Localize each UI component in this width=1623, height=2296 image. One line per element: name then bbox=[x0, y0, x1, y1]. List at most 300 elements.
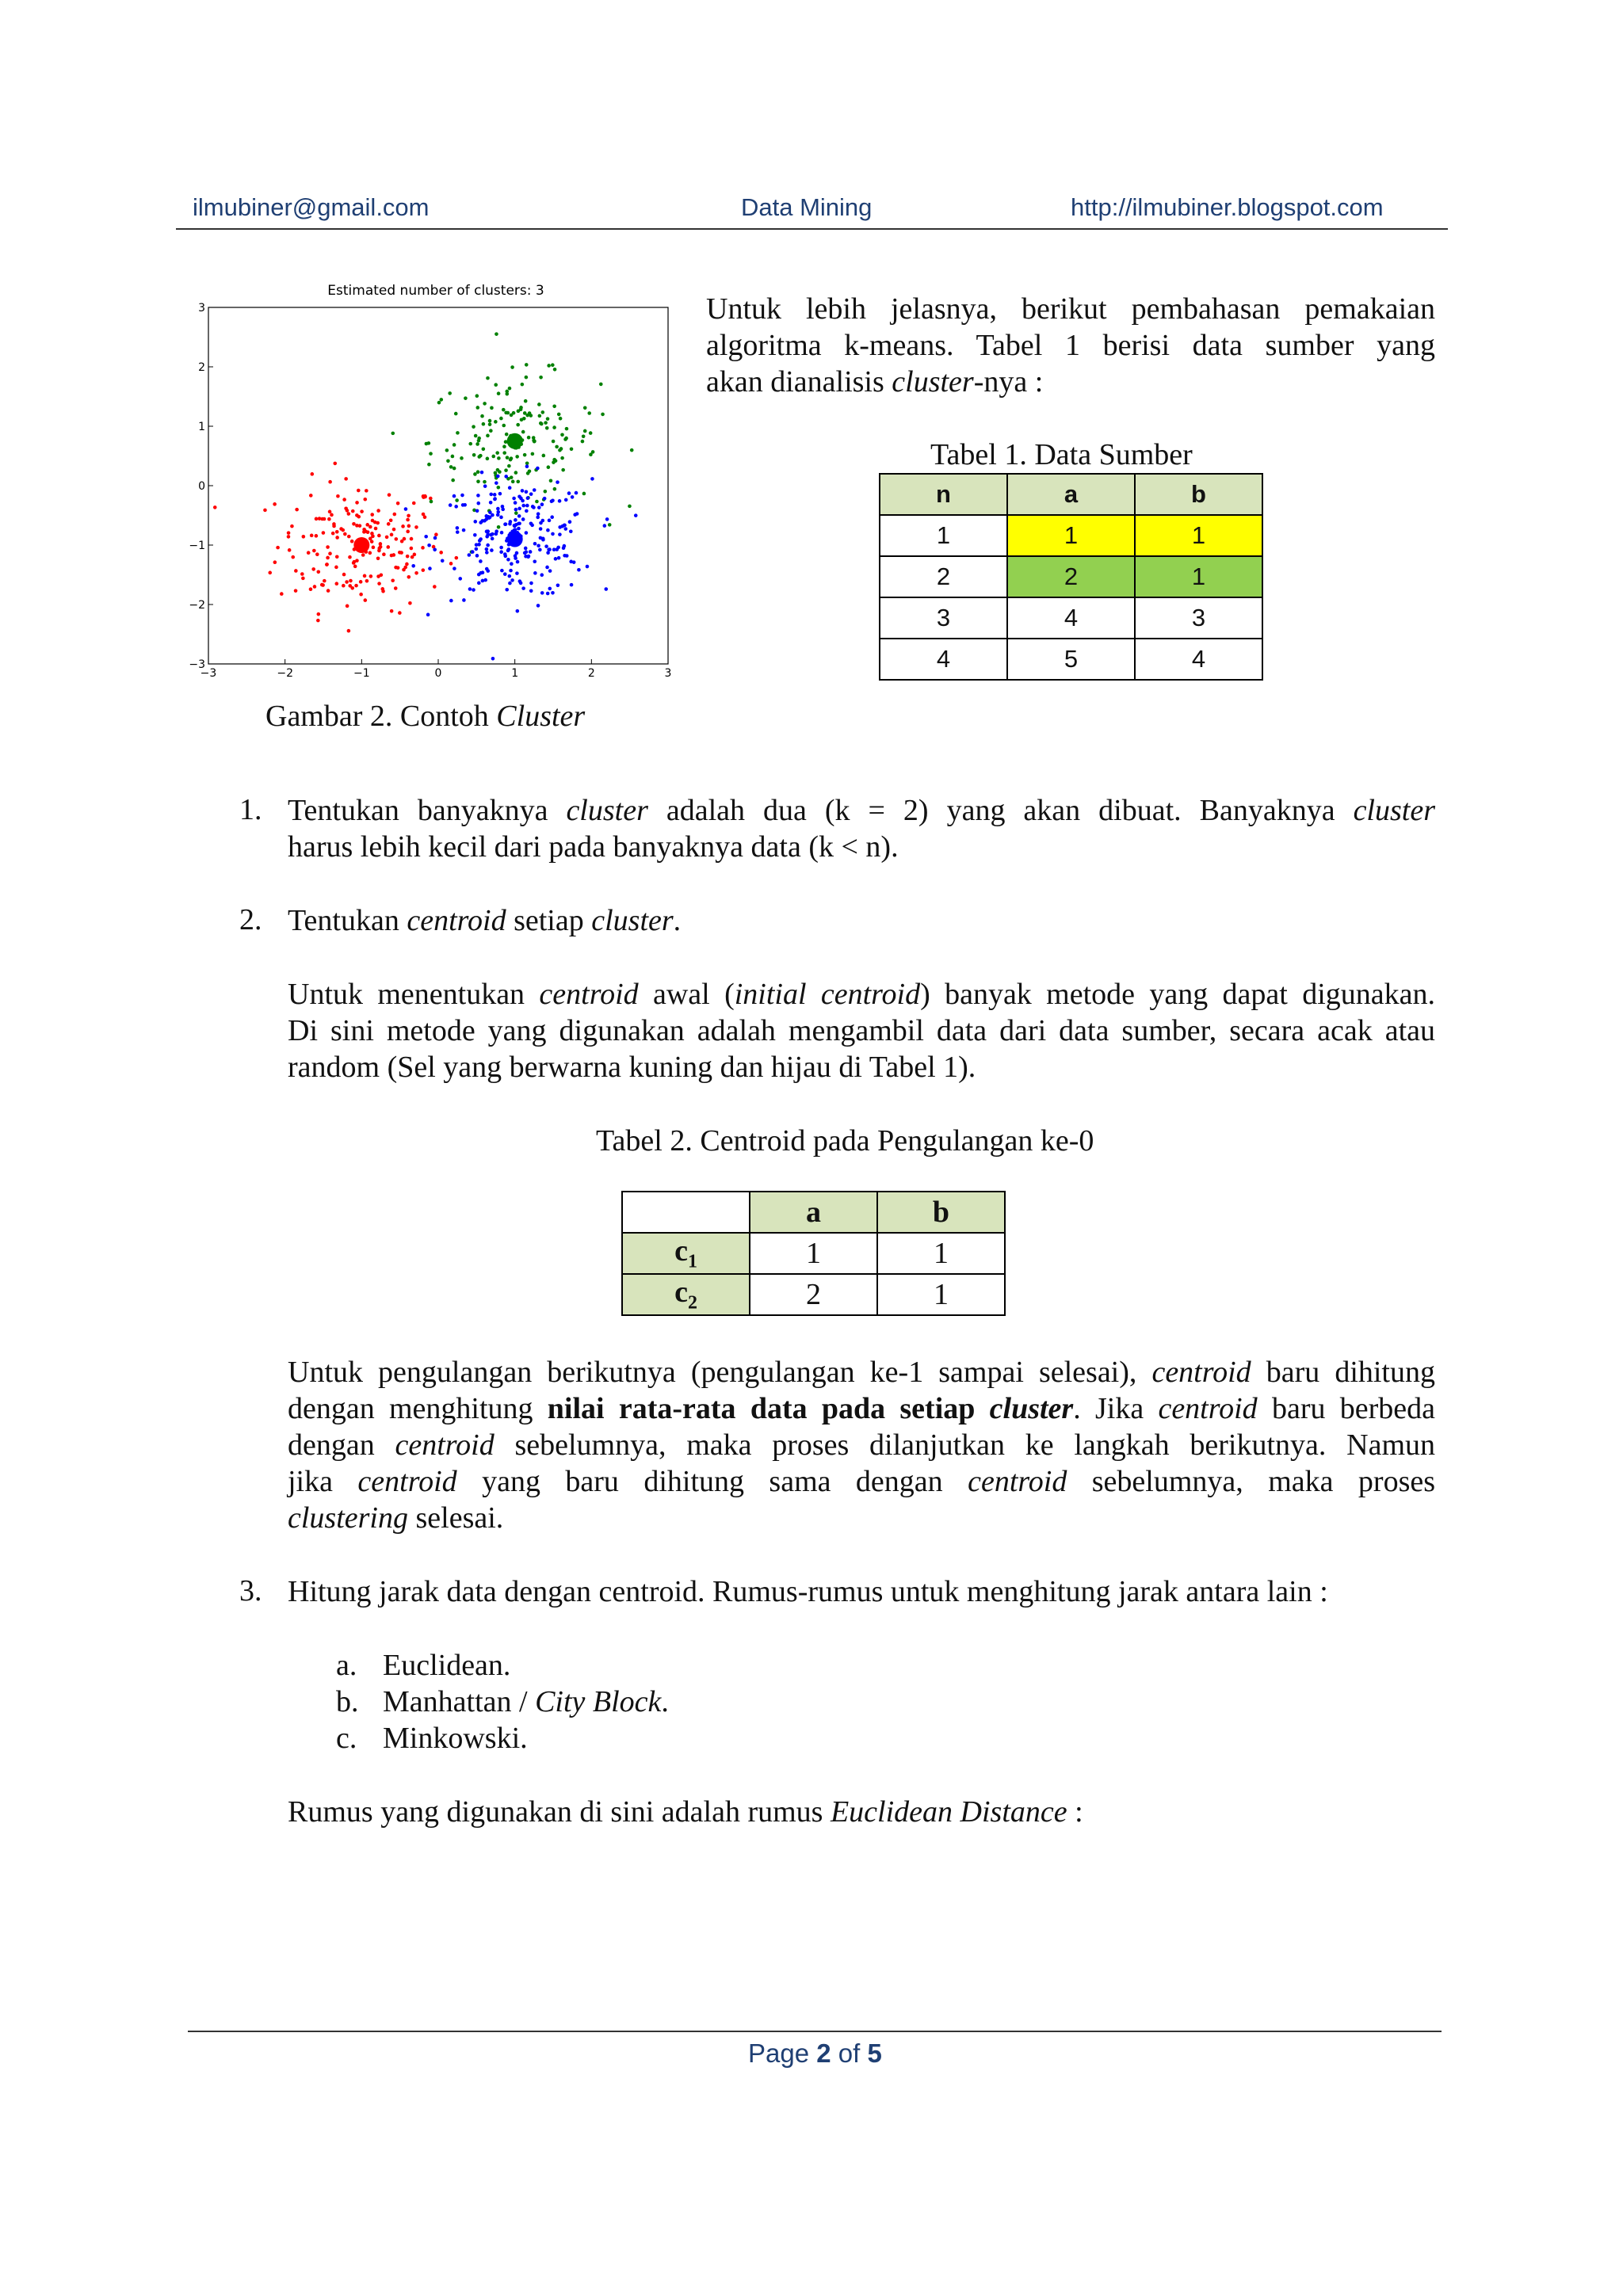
scatter-point bbox=[273, 560, 277, 564]
scatter-point bbox=[377, 534, 381, 538]
scatter-point bbox=[424, 535, 428, 539]
scatter-point bbox=[428, 566, 432, 570]
scatter-point bbox=[497, 391, 501, 395]
scatter-point bbox=[537, 402, 541, 406]
scatter-point bbox=[344, 506, 348, 510]
scatter-point bbox=[486, 376, 490, 380]
scatter-point bbox=[422, 513, 426, 517]
scatter-point bbox=[575, 512, 579, 516]
scatter-point bbox=[475, 554, 479, 558]
scatter-point bbox=[551, 532, 555, 536]
scatter-point bbox=[521, 517, 525, 521]
scatter-point bbox=[529, 492, 533, 496]
scatter-point bbox=[628, 505, 632, 509]
scatter-point bbox=[496, 475, 500, 479]
scatter-point bbox=[336, 494, 340, 498]
scatter-point bbox=[502, 451, 506, 455]
scatter-point bbox=[555, 547, 559, 551]
scatter-point bbox=[486, 457, 490, 461]
scatter-point bbox=[511, 480, 515, 484]
scatter-point bbox=[498, 492, 502, 496]
y-tick-label: 3 bbox=[198, 302, 205, 315]
scatter-point bbox=[445, 448, 449, 452]
scatter-point bbox=[536, 516, 540, 520]
scatter-point bbox=[545, 426, 549, 430]
x-tick-label: 2 bbox=[587, 667, 595, 680]
scatter-point bbox=[514, 518, 517, 522]
scatter-point bbox=[446, 460, 450, 463]
scatter-point bbox=[488, 419, 492, 423]
scatter-point bbox=[439, 551, 443, 555]
scatter-point bbox=[480, 471, 484, 475]
scatter-point bbox=[496, 510, 500, 514]
centroid-label-c2: $c_2$ bbox=[622, 1274, 750, 1315]
scatter-point bbox=[410, 547, 414, 551]
centroid-marker bbox=[353, 537, 369, 553]
scatter-point bbox=[347, 535, 351, 539]
scatter-point bbox=[334, 566, 338, 570]
scatter-point bbox=[521, 489, 525, 493]
scatter-point bbox=[560, 433, 564, 437]
scatter-point bbox=[525, 509, 529, 513]
scatter-point bbox=[529, 589, 533, 593]
para2-line-1: Untuk pengulangan berikutnya (pengulangan ke-1 sampai selesai), centroid baru dihitung bbox=[288, 1356, 1435, 1389]
scatter-point bbox=[355, 501, 359, 505]
step-2-title: Tentukan centroid setiap cluster. bbox=[288, 904, 682, 937]
scatter-point bbox=[462, 528, 466, 532]
step-1-line-1: Tentukan banyaknya cluster adalah dua (k = 2) yang akan dibuat. Banyaknya cluster bbox=[288, 794, 1435, 827]
scatter-point bbox=[499, 516, 503, 520]
scatter-point bbox=[294, 589, 298, 593]
scatter-point bbox=[388, 493, 391, 497]
scatter-point bbox=[263, 509, 267, 513]
scatter-point bbox=[455, 556, 459, 560]
centroid-label-c1: $c_1$ bbox=[622, 1233, 750, 1274]
list-item-marker: b. bbox=[336, 1685, 359, 1718]
scatter-point bbox=[291, 555, 295, 559]
scatter-point bbox=[342, 584, 346, 588]
scatter-point bbox=[525, 490, 529, 494]
y-tick-label: 1 bbox=[198, 421, 205, 433]
scatter-point bbox=[434, 532, 438, 536]
scatter-point bbox=[539, 521, 543, 525]
scatter-point bbox=[360, 509, 364, 513]
scatter-point bbox=[516, 560, 520, 564]
data-source-table bbox=[879, 473, 1263, 681]
scatter-point bbox=[351, 509, 355, 513]
scatter-point bbox=[557, 556, 561, 560]
scatter-point bbox=[525, 461, 529, 465]
table-row bbox=[880, 556, 1262, 597]
scatter-point bbox=[599, 383, 603, 387]
scatter-point bbox=[482, 422, 486, 426]
scatter-point bbox=[490, 548, 494, 552]
scatter-point bbox=[405, 563, 409, 566]
step-2-para-line-2: Di sini metode yang digunakan adalah mengambil data dari data sumber, secara acak atau bbox=[288, 1014, 1435, 1047]
scatter-point bbox=[568, 520, 572, 524]
scatter-point bbox=[551, 363, 555, 367]
table1-header-b: b bbox=[1135, 474, 1262, 515]
y-tick-label: −2 bbox=[189, 599, 205, 612]
scatter-point bbox=[486, 529, 490, 533]
scatter-point bbox=[582, 492, 586, 496]
scatter-point bbox=[544, 544, 548, 548]
scatter-point bbox=[519, 406, 523, 410]
scatter-point bbox=[427, 543, 431, 547]
scatter-point bbox=[365, 523, 369, 527]
table-cell: 1 bbox=[750, 1233, 877, 1274]
scatter-point bbox=[313, 585, 317, 589]
scatter-point bbox=[451, 479, 455, 482]
scatter-point bbox=[464, 396, 468, 400]
scatter-point bbox=[352, 522, 356, 526]
scatter-point bbox=[517, 507, 521, 511]
scatter-point bbox=[429, 452, 433, 456]
scatter-point bbox=[295, 508, 299, 512]
scatter-point bbox=[473, 472, 477, 476]
scatter-point bbox=[288, 548, 292, 552]
scatter-point bbox=[504, 440, 508, 444]
scatter-point bbox=[570, 447, 574, 451]
scatter-point bbox=[540, 502, 544, 506]
scatter-point bbox=[538, 548, 542, 552]
scatter-point bbox=[328, 551, 332, 555]
scatter-point bbox=[539, 421, 543, 425]
table-cell: 1 bbox=[1007, 515, 1135, 556]
scatter-point bbox=[453, 443, 456, 447]
scatter-point bbox=[309, 494, 313, 498]
scatter-point bbox=[544, 421, 548, 425]
scatter-point bbox=[330, 513, 334, 517]
x-tick-label: 0 bbox=[434, 667, 442, 680]
table1-header-a: a bbox=[1007, 474, 1135, 515]
scatter-point bbox=[503, 572, 507, 576]
scatter-point bbox=[525, 504, 529, 508]
scatter-point bbox=[581, 440, 585, 444]
table-cell: 1 bbox=[877, 1233, 1005, 1274]
scatter-point bbox=[558, 532, 562, 536]
scatter-point bbox=[517, 522, 521, 526]
scatter-point bbox=[485, 535, 489, 539]
centroid-marker bbox=[507, 532, 523, 547]
scatter-point bbox=[502, 408, 506, 412]
scatter-point bbox=[362, 528, 366, 532]
scatter-point bbox=[504, 468, 508, 472]
scatter-point bbox=[497, 486, 501, 490]
scatter-point bbox=[391, 578, 395, 582]
scatter-point bbox=[563, 527, 567, 531]
scatter-point bbox=[396, 502, 400, 505]
scatter-point bbox=[410, 537, 414, 541]
scatter-point bbox=[507, 547, 511, 551]
scatter-point bbox=[502, 424, 506, 428]
scatter-point bbox=[347, 629, 351, 633]
scatter-point bbox=[553, 368, 557, 372]
scatter-point bbox=[268, 571, 272, 575]
scatter-point bbox=[490, 406, 494, 410]
scatter-point bbox=[359, 593, 363, 597]
scatter-point bbox=[476, 494, 480, 498]
scatter-point bbox=[485, 551, 489, 555]
scatter-point bbox=[529, 521, 533, 525]
scatter-point bbox=[478, 539, 482, 543]
scatter-point bbox=[326, 545, 330, 549]
scatter-point bbox=[507, 464, 511, 468]
scatter-point bbox=[358, 524, 362, 528]
scatter-point bbox=[493, 493, 497, 497]
list-item: Euclidean. bbox=[383, 1649, 511, 1682]
scatter-point bbox=[408, 601, 412, 605]
scatter-point bbox=[505, 588, 509, 592]
scatter-point bbox=[395, 537, 399, 541]
scatter-point bbox=[554, 557, 558, 561]
scatter-point bbox=[493, 498, 497, 502]
scatter-point bbox=[453, 494, 456, 498]
scatter-point bbox=[393, 513, 397, 517]
scatter-point bbox=[429, 497, 433, 501]
scatter-point bbox=[370, 513, 374, 517]
scatter-point bbox=[571, 495, 575, 499]
scatter-point bbox=[508, 574, 512, 578]
scatter-point bbox=[512, 497, 516, 501]
scatter-point bbox=[535, 500, 539, 504]
scatter-point bbox=[506, 456, 510, 460]
scatter-point bbox=[373, 521, 377, 524]
scatter-point bbox=[494, 383, 498, 387]
scatter-point bbox=[528, 411, 532, 415]
scatter-point bbox=[345, 580, 349, 584]
scatter-point bbox=[456, 431, 460, 435]
scatter-point bbox=[380, 587, 384, 591]
scatter-point bbox=[398, 611, 402, 615]
scatter-point bbox=[310, 534, 314, 538]
scatter-point bbox=[529, 550, 533, 554]
scatter-point bbox=[567, 491, 571, 495]
scatter-point bbox=[502, 444, 506, 448]
scatter-point bbox=[454, 505, 458, 509]
scatter-point bbox=[374, 527, 378, 531]
scatter-point bbox=[483, 484, 487, 488]
scatter-point bbox=[403, 537, 407, 541]
scatter-point bbox=[549, 479, 553, 482]
scatter-point bbox=[505, 433, 509, 437]
scatter-point bbox=[476, 480, 480, 484]
scatter-point bbox=[449, 503, 453, 507]
para2-line-3: dengan centroid sebelumnya, maka proses dilanjutkan ke langkah berikutnya. Namun bbox=[288, 1428, 1435, 1462]
scatter-point bbox=[323, 579, 327, 583]
table2-header-b: b bbox=[877, 1192, 1005, 1233]
scatter-point bbox=[565, 554, 569, 558]
scatter-point bbox=[583, 406, 587, 410]
x-tick-label: 3 bbox=[664, 667, 672, 680]
scatter-point bbox=[514, 501, 517, 505]
scatter-point bbox=[525, 531, 529, 535]
step-3-text: Hitung jarak data dengan centroid. Rumus-rumus untuk menghitung jarak antara lain : bbox=[288, 1575, 1328, 1608]
scatter-point bbox=[537, 505, 541, 509]
scatter-point bbox=[503, 522, 507, 526]
header-url[interactable]: http://ilmubiner.blogspot.com bbox=[1071, 193, 1384, 221]
scatter-point bbox=[547, 465, 551, 469]
scatter-point bbox=[390, 533, 394, 537]
scatter-point bbox=[453, 566, 456, 570]
scatter-point bbox=[309, 587, 313, 591]
scatter-point bbox=[499, 546, 503, 550]
scatter-point bbox=[476, 470, 480, 474]
scatter-point bbox=[287, 531, 291, 535]
scatter-point bbox=[601, 413, 605, 417]
header-title: Data Mining bbox=[741, 193, 873, 221]
scatter-point bbox=[533, 488, 537, 492]
scatter-point bbox=[325, 563, 329, 566]
step-2-para-line-3: random (Sel yang berwarna kuning dan hijau di Tabel 1). bbox=[288, 1051, 976, 1084]
scatter-point bbox=[390, 609, 394, 613]
scatter-point bbox=[315, 552, 319, 556]
scatter-point bbox=[495, 529, 498, 533]
scatter-point bbox=[569, 560, 573, 564]
scatter-point bbox=[385, 536, 389, 540]
scatter-point bbox=[468, 442, 472, 446]
scatter-point bbox=[382, 552, 386, 556]
scatter-point bbox=[369, 537, 372, 541]
scatter-point bbox=[365, 489, 369, 493]
scatter-point bbox=[508, 522, 512, 526]
scatter-point bbox=[544, 490, 548, 494]
scatter-point bbox=[402, 568, 406, 572]
scatter-point bbox=[406, 530, 410, 534]
scatter-point bbox=[488, 422, 492, 426]
table-cell: 4 bbox=[1135, 639, 1262, 680]
scatter-point bbox=[501, 508, 505, 512]
scatter-point bbox=[479, 454, 483, 458]
scatter-point bbox=[391, 432, 395, 436]
scatter-point bbox=[276, 546, 280, 550]
scatter-point bbox=[473, 533, 477, 537]
table-cell: 3 bbox=[1135, 597, 1262, 639]
scatter-point bbox=[564, 437, 568, 441]
scatter-point bbox=[352, 561, 356, 565]
header-email[interactable]: ilmubiner@gmail.com bbox=[193, 193, 430, 221]
scatter-point bbox=[550, 515, 554, 519]
scatter-point bbox=[327, 517, 331, 521]
scatter-point bbox=[350, 586, 354, 590]
scatter-point bbox=[557, 413, 561, 417]
scatter-point bbox=[510, 365, 514, 369]
step-2-para-line-1: Untuk menentukan centroid awal (initial centroid) banyak metode yang dapat digunakan. bbox=[288, 978, 1435, 1011]
scatter-point bbox=[287, 535, 291, 539]
scatter-point bbox=[477, 439, 481, 443]
scatter-point bbox=[479, 559, 483, 563]
scatter-point bbox=[565, 427, 569, 431]
scatter-point bbox=[316, 570, 320, 574]
scatter-point bbox=[570, 583, 574, 587]
centroid-table bbox=[621, 1191, 1006, 1316]
scatter-point bbox=[471, 550, 475, 554]
table-cell: 2 bbox=[750, 1274, 877, 1315]
scatter-point bbox=[495, 451, 499, 455]
scatter-point bbox=[504, 411, 508, 415]
scatter-point bbox=[586, 565, 590, 569]
list-item-marker: c. bbox=[336, 1722, 357, 1755]
scatter-point bbox=[335, 536, 339, 540]
scatter-point bbox=[380, 573, 384, 577]
scatter-point bbox=[441, 559, 445, 563]
scatter-point bbox=[525, 363, 529, 367]
scatter-point bbox=[540, 410, 544, 414]
list-item: Minkowski. bbox=[383, 1722, 528, 1755]
scatter-point bbox=[517, 527, 521, 531]
scatter-point bbox=[486, 569, 490, 573]
step-1-number: 1. bbox=[239, 793, 262, 826]
scatter-point bbox=[508, 582, 512, 585]
scatter-point bbox=[394, 586, 398, 590]
table2-corner bbox=[622, 1192, 750, 1233]
scatter-point bbox=[523, 411, 527, 415]
scatter-point bbox=[407, 524, 411, 528]
scatter-point bbox=[326, 556, 330, 560]
intro-line-1: Untuk lebih jelasnya, berikut pembahasan pemakaian bbox=[706, 292, 1435, 326]
scatter-point bbox=[426, 613, 430, 617]
footer-rule bbox=[188, 2031, 1442, 2032]
scatter-point bbox=[603, 524, 607, 528]
scatter-point bbox=[559, 417, 563, 421]
scatter-point bbox=[499, 550, 503, 554]
scatter-point bbox=[458, 577, 462, 581]
scatter-point bbox=[425, 442, 429, 446]
scatter-point bbox=[480, 519, 484, 523]
y-tick-label: −3 bbox=[189, 658, 205, 671]
scatter-point bbox=[510, 475, 514, 479]
scatter-point bbox=[342, 498, 346, 502]
scatter-point bbox=[491, 537, 495, 541]
scatter-point bbox=[533, 571, 537, 575]
table-cell: 4 bbox=[880, 639, 1007, 680]
scatter-point bbox=[468, 587, 472, 591]
scatter-point bbox=[482, 447, 486, 451]
scatter-point bbox=[521, 430, 525, 434]
scatter-point bbox=[348, 555, 352, 559]
plot-frame bbox=[208, 307, 668, 664]
scatter-point bbox=[377, 549, 381, 553]
x-tick-label: −1 bbox=[353, 667, 370, 680]
scatter-point bbox=[558, 448, 562, 452]
scatter-point bbox=[605, 517, 609, 521]
scatter-point bbox=[540, 591, 544, 595]
table-cell: 5 bbox=[1007, 639, 1135, 680]
scatter-point bbox=[560, 456, 564, 460]
scatter-point bbox=[451, 455, 455, 459]
scatter-point bbox=[500, 569, 504, 573]
scatter-point bbox=[630, 448, 634, 452]
scatter-point bbox=[366, 530, 370, 534]
scatter-point bbox=[552, 404, 556, 408]
scatter-point bbox=[537, 543, 540, 547]
scatter-point bbox=[475, 509, 479, 513]
scatter-point bbox=[315, 517, 319, 521]
scatter-point bbox=[500, 531, 504, 535]
scatter-point bbox=[491, 657, 495, 661]
scatter-point bbox=[558, 525, 562, 529]
scatter-point bbox=[455, 498, 459, 502]
scatter-point bbox=[468, 553, 472, 557]
scatter-point bbox=[552, 440, 556, 444]
scatter-point bbox=[422, 568, 426, 572]
scatter-point bbox=[547, 364, 551, 368]
scatter-point bbox=[316, 619, 320, 623]
table-cell: 2 bbox=[880, 556, 1007, 597]
scatter-point bbox=[477, 573, 481, 577]
scatter-point bbox=[376, 556, 380, 560]
scatter-point bbox=[421, 546, 425, 550]
